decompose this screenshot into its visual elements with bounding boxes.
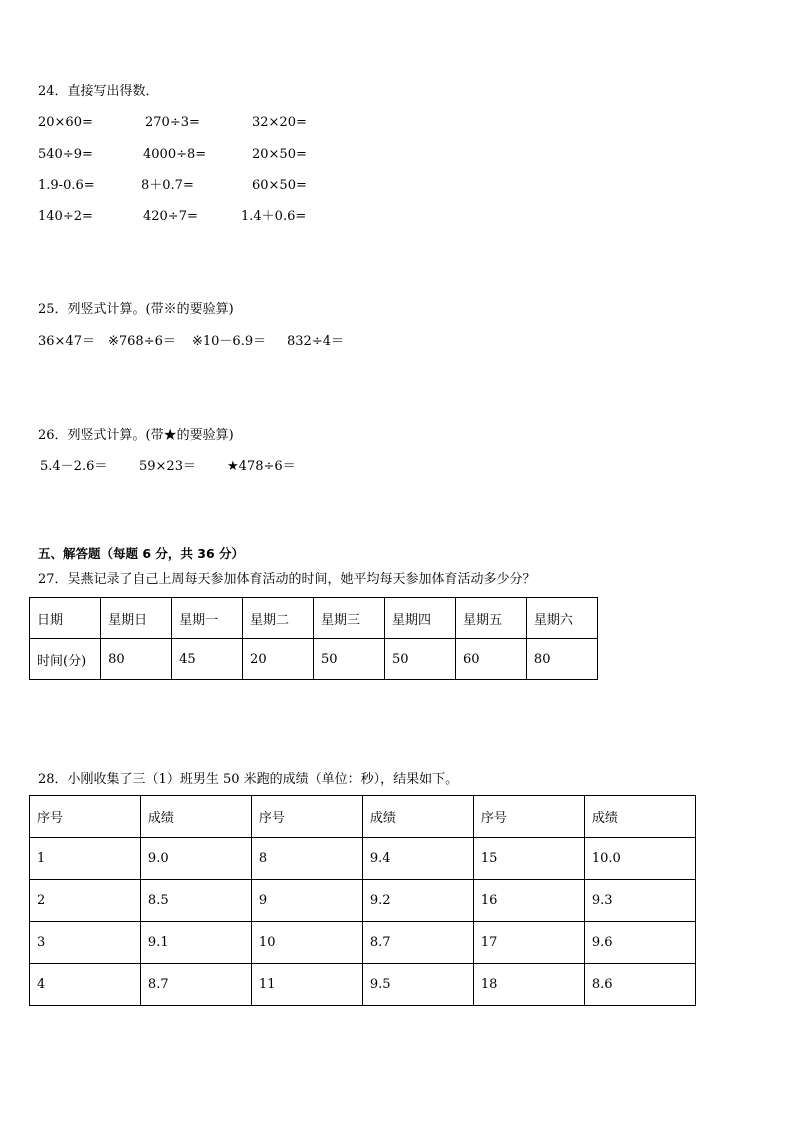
q24-problem: 1.9-0.6=: [38, 178, 95, 193]
table-row: [30, 639, 598, 680]
table-cell: 星期三: [314, 598, 385, 639]
table-cell: 星期四: [384, 598, 455, 639]
table-row: [30, 922, 696, 964]
table-cell: 10: [251, 922, 362, 964]
table-cell: 50: [314, 639, 385, 680]
table-cell: 10.0: [584, 838, 695, 880]
q27-title: 27．吴燕记录了自己上周每天参加体育活动的时间，她平均每天参加体育活动多少分？: [38, 572, 536, 587]
table-cell: 8.7: [362, 922, 473, 964]
table-cell: 时间(分): [30, 639, 101, 680]
table-cell: 9.0: [140, 838, 251, 880]
table-cell: 4: [30, 964, 141, 1006]
table-cell: 星期五: [455, 598, 526, 639]
q24-problem: 540÷9=: [38, 147, 93, 162]
table-cell: 20: [243, 639, 314, 680]
q28-title: 28．小刚收集了三（1）班男生 50 米跑的成绩（单位：秒），结果如下。: [38, 772, 459, 787]
table-cell: 星期六: [526, 598, 597, 639]
table-cell: 星期二: [243, 598, 314, 639]
q25-problem: ※10－6.9＝: [192, 334, 267, 349]
q24-problem: 32×20=: [252, 115, 307, 130]
table-row: [30, 598, 598, 639]
q27-activity-table: [29, 597, 598, 680]
q24-problem: 60×50=: [252, 178, 307, 193]
table-cell: 星期日: [101, 598, 172, 639]
table-cell: 成绩: [584, 796, 695, 838]
table-cell: 成绩: [362, 796, 473, 838]
q24-title: 24．直接写出得数．: [38, 84, 159, 99]
q26-problem: ★478÷6＝: [227, 459, 296, 474]
q24-problem: 20×60=: [38, 115, 93, 130]
table-cell: 9.2: [362, 880, 473, 922]
table-cell: 9.3: [584, 880, 695, 922]
q24-problem: 20×50=: [252, 147, 307, 162]
table-cell: 9: [251, 880, 362, 922]
q26-title: 26．列竖式计算。(带★的要验算): [38, 428, 234, 443]
q25-title: 25．列竖式计算。(带※的要验算): [38, 302, 234, 317]
q25-problem: 832÷4＝: [287, 334, 344, 349]
table-cell: 1: [30, 838, 141, 880]
table-cell: 11: [251, 964, 362, 1006]
q28-results-table: [29, 795, 696, 1006]
table-cell: 序号: [30, 796, 141, 838]
table-cell: 序号: [473, 796, 584, 838]
table-cell: 18: [473, 964, 584, 1006]
table-cell: 8.7: [140, 964, 251, 1006]
table-cell: 9.4: [362, 838, 473, 880]
table-cell: 9.6: [584, 922, 695, 964]
table-cell: 60: [455, 639, 526, 680]
table-cell: 星期一: [172, 598, 243, 639]
table-cell: 2: [30, 880, 141, 922]
q25-problem: ※768÷6＝: [108, 334, 176, 349]
q24-problem: 270÷3=: [145, 115, 200, 130]
table-row: [30, 964, 696, 1006]
table-cell: 3: [30, 922, 141, 964]
q24-problem: 420÷7=: [143, 209, 198, 224]
table-cell: 8.6: [584, 964, 695, 1006]
table-cell: 8.5: [140, 880, 251, 922]
table-row: [30, 880, 696, 922]
table-cell: 成绩: [140, 796, 251, 838]
table-cell: 9.1: [140, 922, 251, 964]
section-heading: 五、解答题（每题 6 分，共 36 分）: [38, 546, 245, 561]
q25-problem: 36×47＝: [38, 334, 95, 349]
q26-problem: 59×23＝: [139, 459, 196, 474]
q24-problem: 140÷2=: [38, 209, 93, 224]
table-cell: 16: [473, 880, 584, 922]
table-cell: 8: [251, 838, 362, 880]
table-cell: 80: [101, 639, 172, 680]
table-cell: 日期: [30, 598, 101, 639]
table-row: [30, 838, 696, 880]
table-cell: 45: [172, 639, 243, 680]
table-cell: 9.5: [362, 964, 473, 1006]
table-cell: 序号: [251, 796, 362, 838]
table-cell: 80: [526, 639, 597, 680]
table-row: [30, 796, 696, 838]
q24-problem: 8＋0.7=: [141, 178, 194, 193]
q24-problem: 1.4＋0.6=: [241, 209, 307, 224]
table-cell: 17: [473, 922, 584, 964]
table-cell: 50: [384, 639, 455, 680]
q24-problem: 4000÷8=: [143, 147, 207, 162]
q26-problem: 5.4－2.6＝: [40, 459, 108, 474]
table-cell: 15: [473, 838, 584, 880]
